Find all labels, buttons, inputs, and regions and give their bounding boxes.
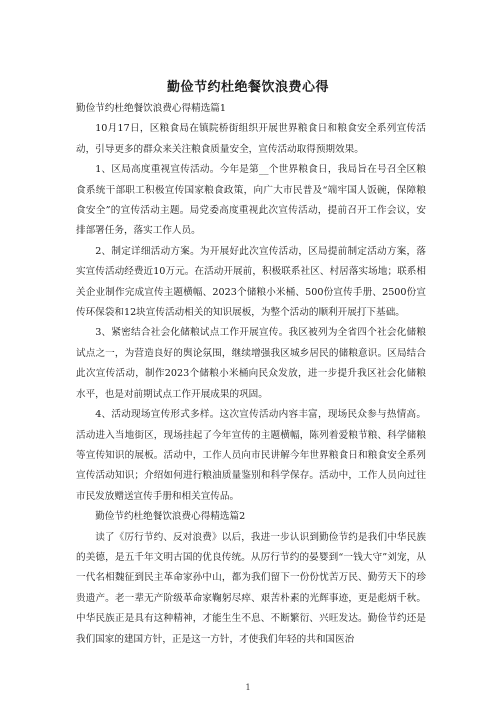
section-heading-1: 勤俭节约杜绝餐饮浪费心得精选篇1 bbox=[76, 103, 227, 114]
body-paragraph: 读了《厉行节约、反对浪费》以后，我进一步认识到勤俭节约是我们中华民族的美德，是五千年文明古国的优良传统。从厉行节约的晏婴到“一钱大守”刘宠，从一代名相魏征到民主革命家孙中山，都为我们留下一份份忧苦万民、勤劳天下的珍贵遗产。老一辈无产阶级革命家鞠躬尽瘁、艰苦朴素的光辉事迹，更是彪炳千秋。中华民族正是具有这种精神，才能生生不息、不断繁衍、兴旺发达。勤俭节约还是我们国家的建国方针，正是这一方针，才使我们年轻的共和国医治 bbox=[76, 531, 426, 645]
body-paragraph: 1、区局高度重视宣传活动。今年是第__个世界粮食日，我局旨在号召全区粮食系统干部职工积极宣传国家粮食政策，向广大市民普及“端牢国人饭碗，保障粮食安全”的宣传活动主题。局党委高度重视此次宣传活动，提前召开工作会议，安排部署任务，落实工作人员。 bbox=[76, 164, 426, 237]
body-paragraph: 4、活动现场宣传形式多样。这次宣传活动内容丰富，现场民众参与热情高。活动进入当地街区，现场挂起了今年宣传的主题横幅，陈列着爱粮节粮、科学储粮等宣传知识的展板。活动中，工作人员向市民讲解今年世界粮食日和粮食安全系列宣传活动知识；介绍如何进行粮油质量鉴别和科学保存。活动中，工作人员向过往市民发放赠送宣传手册和相关宣传品。 bbox=[76, 409, 426, 502]
document-body bbox=[76, 99, 426, 650]
document-title: 勤俭节约杜绝餐饮浪费心得 bbox=[166, 80, 329, 95]
body-paragraph: 10月17日，区粮食局在镇院桥街组织开展世界粮食日和粮食安全系列宣传活动，引导更多的群众来关注粮食质量安全，宣传活动取得预期效果。 bbox=[76, 123, 426, 155]
body-paragraph: 2、制定详细活动方案。为开展好此次宣传活动，区局提前制定活动方案，落实宣传活动经费近10万元。在活动开展前，积极联系社区、村居落实场地；联系相关企业制作完成宣传主题横幅、2023个储粮小米桶、500份宣传手册、2500份宣传环保袋和12块宣传活动相关的知识展板，为整个活动的顺利开展打下基础。 bbox=[76, 245, 426, 319]
section-heading-2: 勤俭节约杜绝餐饮浪费心得精选篇2 bbox=[95, 511, 246, 523]
page-number: 1 bbox=[245, 683, 251, 692]
body-paragraph: 3、紧密结合社会化储粮试点工作开展宣传。我区被列为全省四个社会化储粮试点之一，为营造良好的舆论氛围，继续增强我区城乡居民的储粮意识。区局结合此次宣传活动，制作2023个储粮小米桶向民众发放，进一步提升我区社会化储粮水平，也是对前期试点工作开展成果的巩固。 bbox=[76, 327, 426, 400]
